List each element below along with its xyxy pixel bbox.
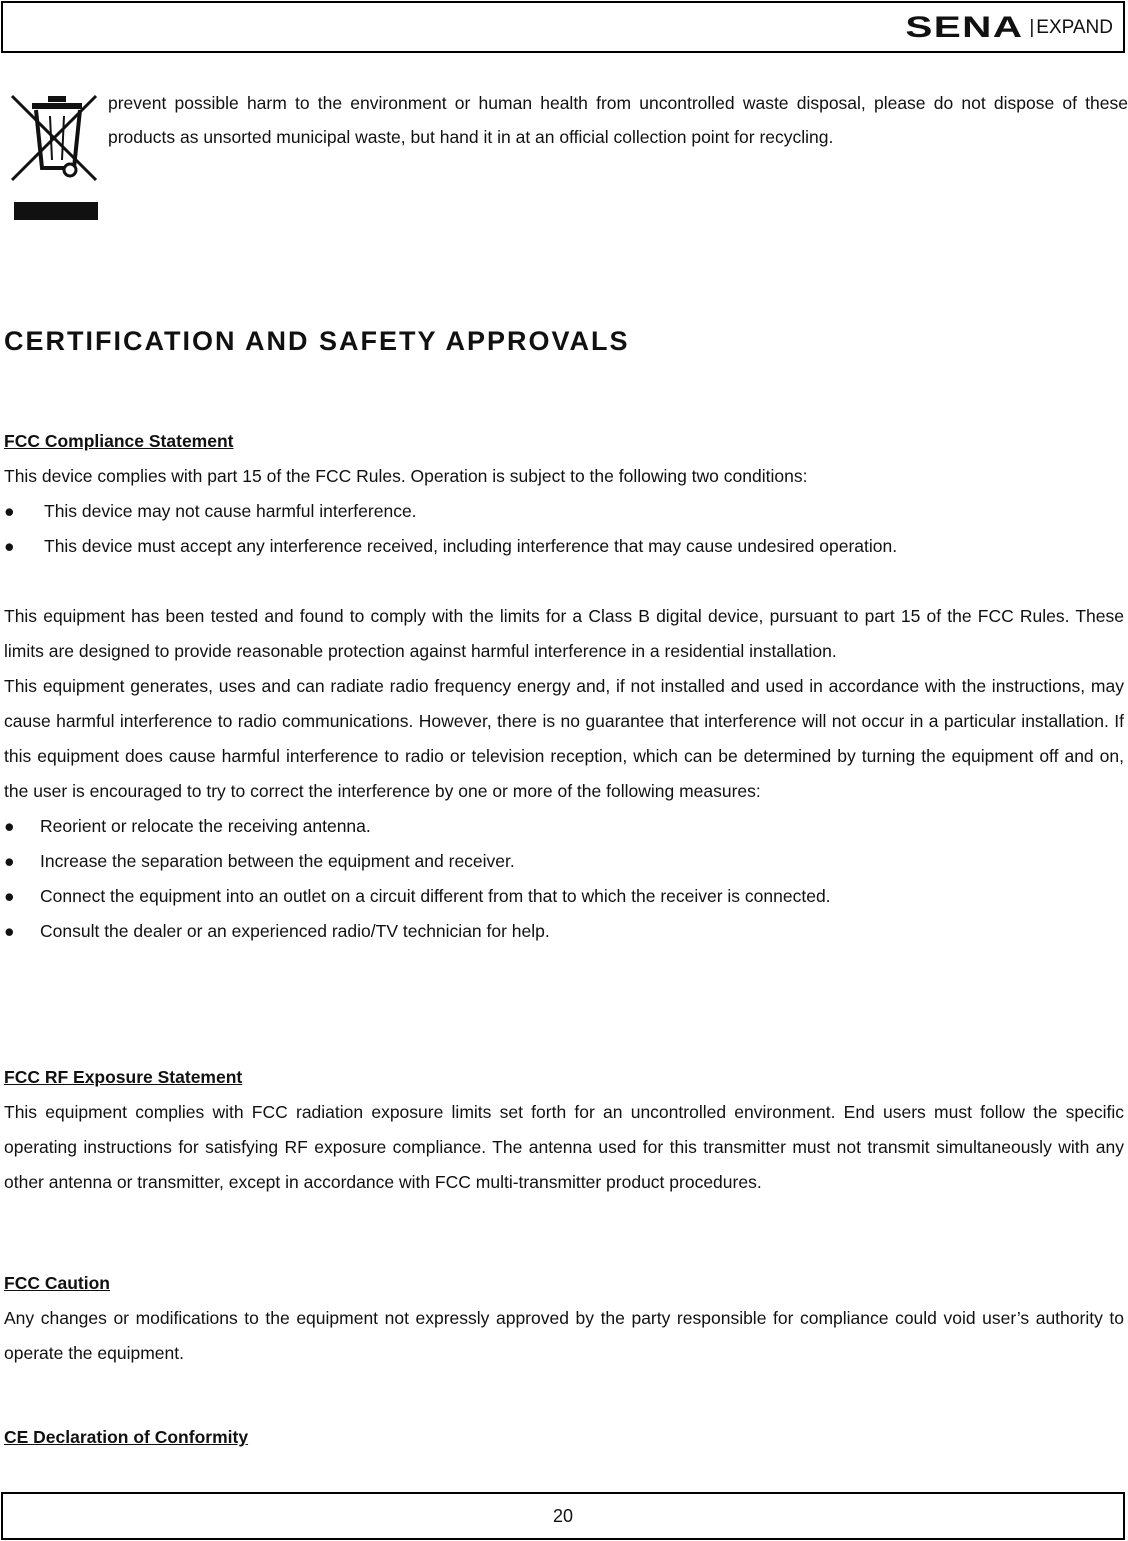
condition-2: This device must accept any interference received, including interference that may cause undesired operation. xyxy=(44,536,898,556)
fcc-caution-heading: FCC Caution xyxy=(4,1273,110,1293)
list-item xyxy=(4,844,1124,879)
bullet: ● xyxy=(4,501,15,521)
fcc-rf-section xyxy=(4,1060,1124,1200)
ce-section xyxy=(4,1420,1124,1455)
fcc-rf-text: This equipment complies with FCC radiation exposure limits set forth for an uncontrolled environment. End users must follow the specific operating instructions for satisfying RF exposure compliance. The antenna used for this transmitter must not transmit simultaneously with any other antenna or transmitter, except in accordance with FCC multi-transmitter product procedures. xyxy=(4,1102,1124,1192)
bullet: ● xyxy=(4,851,15,871)
fcc-compliance-intro: This device complies with part 15 of the FCC Rules. Operation is subject to the following two conditions: xyxy=(4,466,808,486)
fcc-rf-heading: FCC RF Exposure Statement xyxy=(4,1067,243,1087)
list-item xyxy=(4,529,1124,564)
measure-3: Connect the equipment into an outlet on a circuit different from that to which the receiver is connected. xyxy=(40,886,831,906)
fcc-compliance-para1: This equipment has been tested and found to comply with the limits for a Class B digital device, pursuant to part 15 of the FCC Rules. These limits are designed to provide reasonable protection against harmful interference in a residential installation. xyxy=(4,606,1124,661)
recycling-notice: prevent possible harm to the environment or human health from uncontrolled waste disposal, please do not dispose of these products as unsorted municipal waste, but hand it in at an official collection point for recycling. xyxy=(108,93,1128,147)
page-footer xyxy=(1,1492,1125,1540)
condition-1: This device may not cause harmful interference. xyxy=(44,501,417,521)
list-item xyxy=(4,879,1124,914)
ce-heading: CE Declaration of Conformity xyxy=(4,1427,249,1447)
bullet: ● xyxy=(4,536,15,556)
bullet: ● xyxy=(4,886,15,906)
page-title: CERTIFICATION AND SAFETY APPROVALS xyxy=(4,326,630,356)
measure-1: Reorient or relocate the receiving antenna. xyxy=(40,816,371,836)
fcc-compliance-para2: This equipment generates, uses and can radiate radio frequency energy and, if not installed and used in accordance with the instructions, may cause harmful interference to radio communications. However, there is no guarantee that interference will not occur in a particular installation. If this equipment does cause harmful interference to radio or television reception, which can be determined by turning the equipment off and on, the user is encouraged to try to correct the interference by one or more of the following measures: xyxy=(4,676,1124,801)
measure-2: Increase the separation between the equipment and receiver. xyxy=(40,851,515,871)
page-header xyxy=(1,1,1125,53)
sena-logo: SENA xyxy=(905,11,1024,44)
measure-4: Consult the dealer or an experienced radio/TV technician for help. xyxy=(40,921,550,941)
page-number: 20 xyxy=(552,1506,574,1526)
list-item xyxy=(4,914,1124,949)
fcc-caution-section xyxy=(4,1266,1124,1371)
bullet: ● xyxy=(4,921,15,941)
crossed-out-wheelie-bin-icon xyxy=(8,92,104,222)
fcc-compliance-section xyxy=(4,424,1124,949)
fcc-compliance-heading: FCC Compliance Statement xyxy=(4,431,234,451)
product-name: EXPAND xyxy=(1036,17,1113,38)
list-item xyxy=(4,494,1124,529)
list-item xyxy=(4,809,1124,844)
fcc-caution-text: Any changes or modifications to the equipment not expressly approved by the party responsible for compliance could void user’s authority to operate the equipment. xyxy=(4,1308,1124,1363)
brand xyxy=(905,11,1113,44)
header-separator: | xyxy=(1029,17,1035,38)
bullet: ● xyxy=(4,816,15,836)
